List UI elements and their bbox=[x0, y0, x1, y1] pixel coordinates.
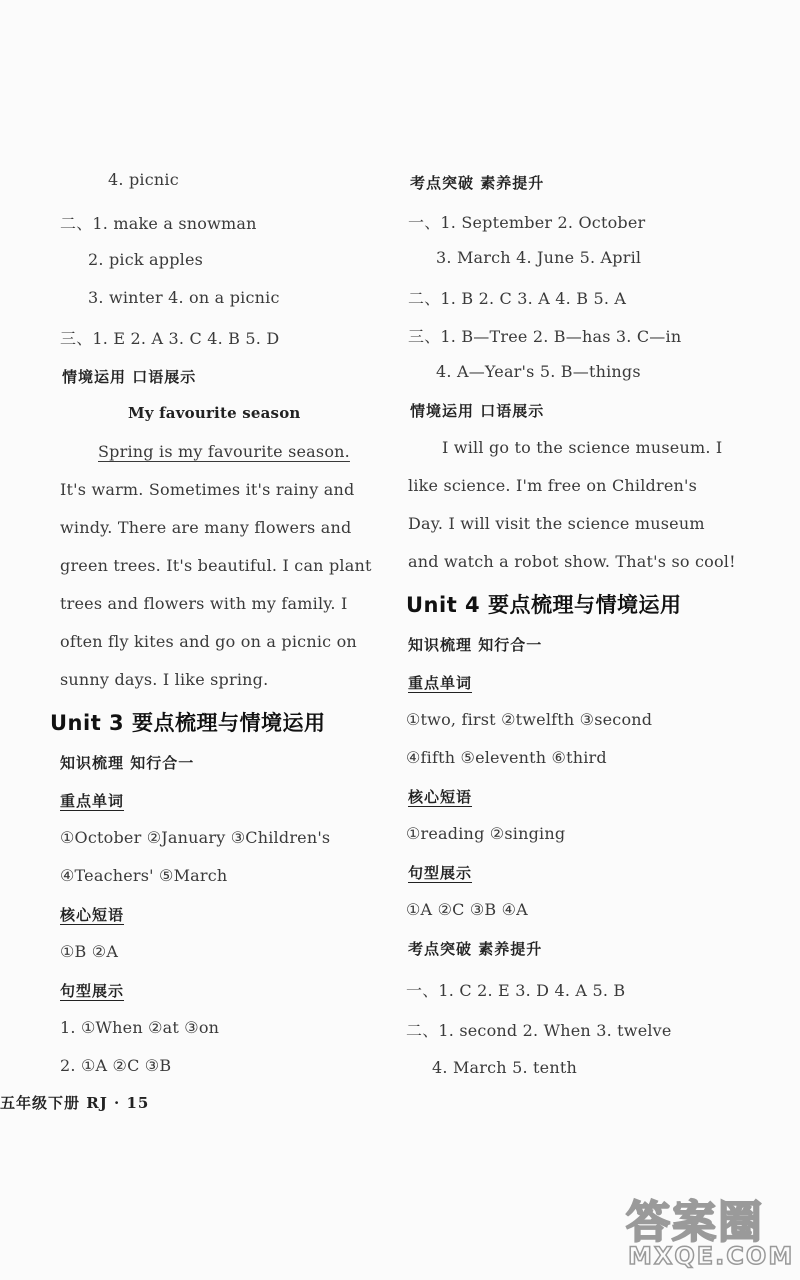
answer-line: 二、1. B 2. C 3. A 4. B 5. A bbox=[408, 289, 627, 308]
answer-line: 三、1. E 2. A 3. C 4. B 5. D bbox=[60, 329, 280, 348]
answer-line: ①reading ②singing bbox=[406, 824, 566, 843]
essay-line: green trees. It's beautiful. I can plant bbox=[60, 556, 372, 575]
watermark-url: MXQE.COM bbox=[628, 1242, 795, 1270]
answer-line: ①two, first ②twelfth ③second bbox=[406, 710, 653, 729]
answer-line: ①B ②A bbox=[60, 942, 119, 961]
essay-title: My favourite season bbox=[128, 404, 301, 422]
section-heading: 知识梳理 知行合一 bbox=[60, 754, 195, 772]
subsection-label: 核心短语 bbox=[60, 906, 125, 924]
subsection-label: 重点单词 bbox=[60, 792, 125, 810]
section-heading: 情境运用 口语展示 bbox=[410, 402, 545, 420]
answer-line: 2. ①A ②C ③B bbox=[60, 1056, 172, 1075]
answer-line: 二、1. make a snowman bbox=[60, 214, 257, 233]
answer-line: 4. picnic bbox=[108, 170, 179, 189]
answer-line: 一、1. C 2. E 3. D 4. A 5. B bbox=[406, 981, 626, 1000]
essay-first-sentence: Spring is my favourite season. bbox=[98, 442, 350, 461]
answer-line: ④Teachers' ⑤March bbox=[60, 866, 228, 885]
watermark-text: 答案圈 bbox=[626, 1197, 764, 1248]
answer-line: 1. ①When ②at ③on bbox=[60, 1018, 220, 1037]
answer-line: 3. winter 4. on a picnic bbox=[88, 288, 280, 307]
answer-line: 4. A—Year's 5. B—things bbox=[436, 362, 641, 381]
section-heading: 情境运用 口语展示 bbox=[62, 368, 197, 386]
subsection-label: 句型展示 bbox=[60, 982, 125, 1000]
section-heading: 考点突破 素养提升 bbox=[408, 940, 543, 958]
page-footer: 五年级下册 RJ · 15 bbox=[0, 1094, 150, 1112]
watermark-logo bbox=[626, 1186, 794, 1272]
answer-line: 2. pick apples bbox=[88, 250, 204, 269]
paragraph-line: and watch a robot show. That's so cool! bbox=[408, 552, 736, 571]
subsection-label: 核心短语 bbox=[408, 788, 473, 806]
answer-line: 二、1. second 2. When 3. twelve bbox=[406, 1021, 672, 1040]
subsection-label: 句型展示 bbox=[408, 864, 473, 882]
subsection-label: 重点单词 bbox=[408, 674, 473, 692]
paragraph-line: I will go to the science museum. I bbox=[442, 438, 723, 457]
answer-line: ①October ②January ③Children's bbox=[60, 828, 331, 847]
paragraph-line: like science. I'm free on Children's bbox=[408, 476, 697, 495]
unit-4-heading: Unit 4 要点梳理与情境运用 bbox=[406, 593, 682, 617]
essay-line: windy. There are many flowers and bbox=[60, 518, 352, 537]
answer-line: ①A ②C ③B ④A bbox=[406, 900, 528, 919]
answer-line: 三、1. B—Tree 2. B—has 3. C—in bbox=[408, 327, 682, 346]
section-heading: 考点突破 素养提升 bbox=[410, 174, 545, 192]
answer-line: 3. March 4. June 5. April bbox=[436, 248, 642, 267]
answer-line: ④fifth ⑤eleventh ⑥third bbox=[406, 748, 607, 767]
essay-line: sunny days. I like spring. bbox=[60, 670, 269, 689]
essay-line: often fly kites and go on a picnic on bbox=[60, 632, 357, 651]
section-heading: 知识梳理 知行合一 bbox=[408, 636, 543, 654]
answer-line: 一、1. September 2. October bbox=[408, 213, 646, 232]
answer-line: 4. March 5. tenth bbox=[432, 1058, 577, 1077]
paragraph-line: Day. I will visit the science museum bbox=[408, 514, 705, 533]
unit-3-heading: Unit 3 要点梳理与情境运用 bbox=[50, 711, 326, 735]
essay-line: It's warm. Sometimes it's rainy and bbox=[60, 480, 355, 499]
essay-line: trees and flowers with my family. I bbox=[60, 594, 348, 613]
